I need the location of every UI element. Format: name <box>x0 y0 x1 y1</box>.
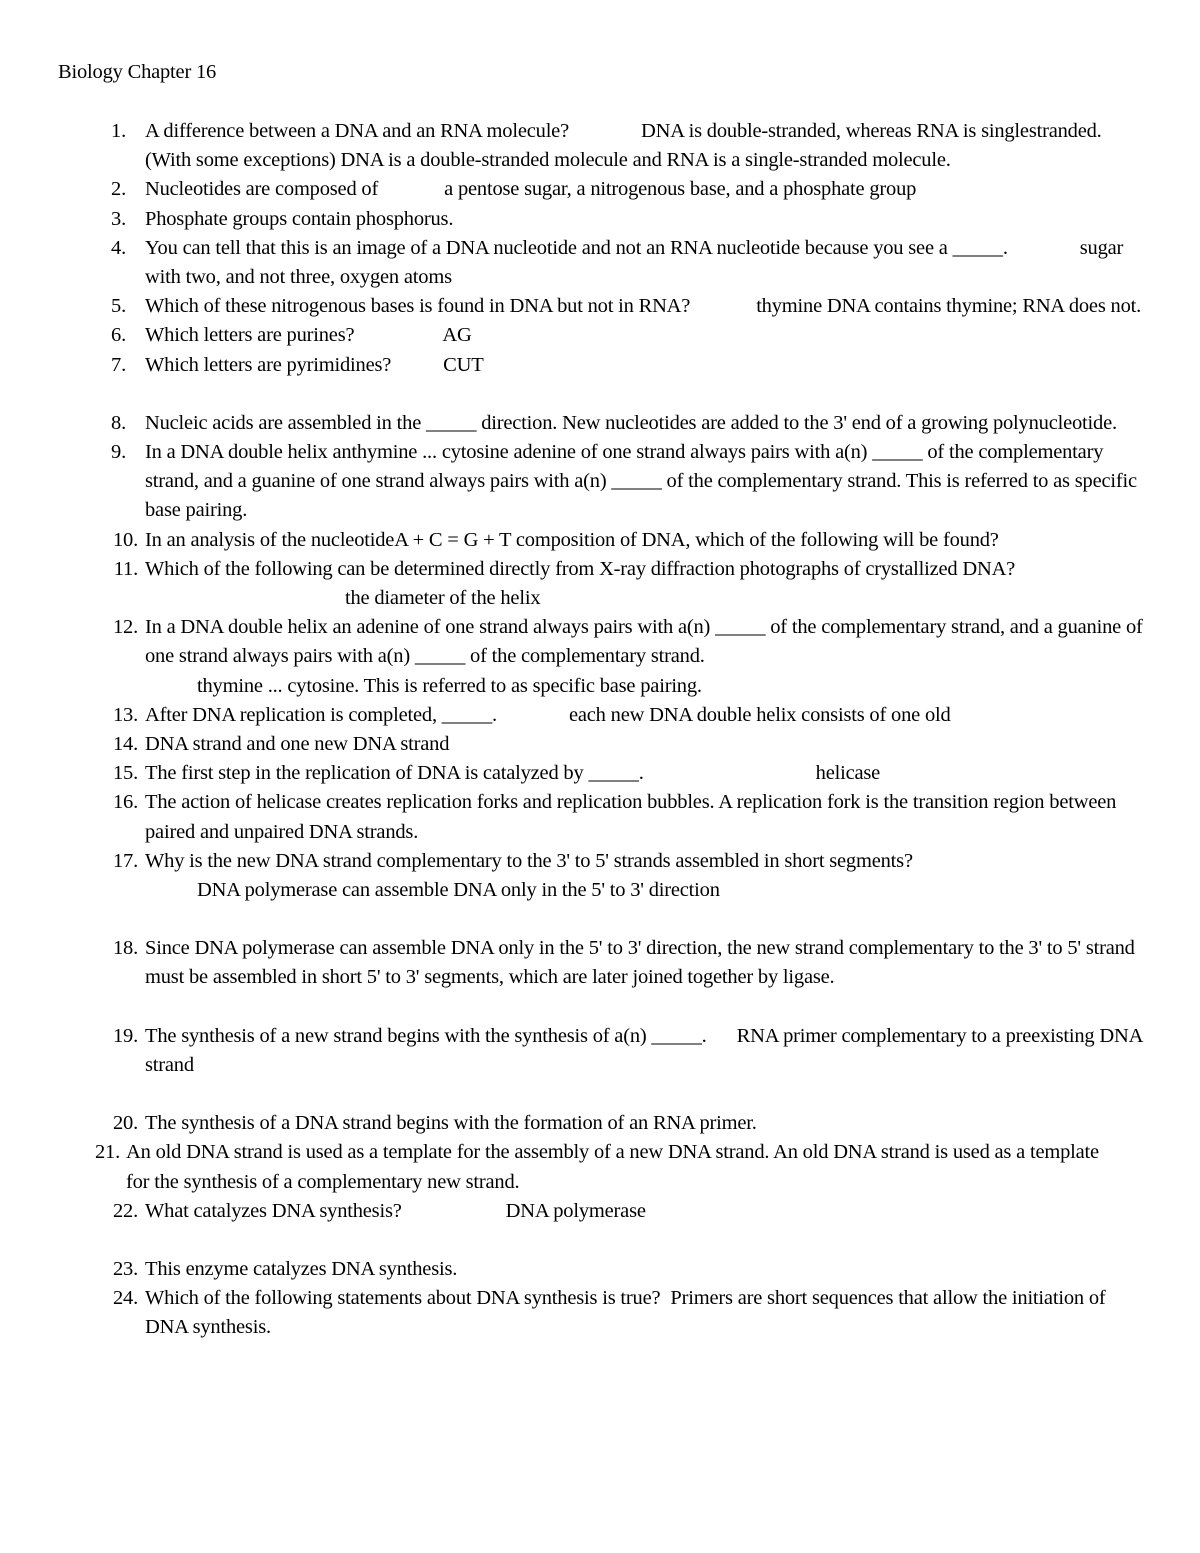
list-item <box>0 205 1200 234</box>
answer-text: DNA polymerase <box>505 1199 646 1222</box>
question-text: Since DNA polymerase can assemble DNA only in the 5' to 3' direction, the new strand complementary to the 3' to 5' strand must be assembled in short 5' to 3' segments, which are later joined together by ligase. <box>145 937 1135 989</box>
item-number: 11. <box>113 557 138 580</box>
list-item <box>0 234 1200 292</box>
question-list <box>0 117 1200 1343</box>
question-text: Which of the following statements about DNA synthesis is true? <box>145 1287 661 1310</box>
list-item <box>0 175 1200 204</box>
answer-text: sugar with two, and not three, oxygen atoms <box>145 236 1124 289</box>
list-item <box>0 526 1200 555</box>
item-number: 6. <box>111 324 126 347</box>
answer-text: helicase <box>815 762 881 785</box>
item-number: 9. <box>111 441 126 464</box>
item-number: 12. <box>112 616 138 639</box>
question-text: Why is the new DNA strand complementary to the 3' to 5' strands assembled in short segments? <box>145 849 913 872</box>
item-number: 7. <box>111 353 126 376</box>
item-number: 2. <box>111 178 126 201</box>
question-text: You can tell that this is an image of a DNA nucleotide and not an RNA nucleotide because you see a _____. <box>145 236 1008 259</box>
list-item <box>0 555 1200 613</box>
list-item <box>0 1284 1200 1342</box>
answer-text: the diameter of the helix <box>345 587 541 610</box>
item-number: 1. <box>111 120 126 142</box>
answer-text: RNA primer complementary to a preexisting DNA strand <box>145 1024 1143 1076</box>
list-item <box>0 438 1200 526</box>
answer-text: DNA is double-stranded, whereas RNA is singlestranded. (With some exceptions) DNA is a double-stranded molecule and RNA is a single-stranded molecule. <box>145 120 1102 172</box>
answer-text: DNA polymerase can assemble DNA only in the 5' to 3' direction <box>197 879 720 902</box>
document-title: Biology Chapter 16 <box>58 61 217 83</box>
item-number: 21. <box>94 1141 120 1164</box>
question-text: This enzyme catalyzes DNA synthesis. <box>145 1257 458 1280</box>
answer-text: each new DNA double helix consists of one old <box>568 703 951 726</box>
list-item <box>0 292 1200 321</box>
question-text: Nucleotides are composed of <box>145 178 379 201</box>
item-number: 16. <box>112 791 138 814</box>
list-item <box>0 1255 1200 1284</box>
question-text: The first step in the replication of DNA is catalyzed by _____. <box>145 762 644 785</box>
answer-text: a pentose sugar, a nitrogenous base, and a phosphate group <box>444 178 917 201</box>
item-number: 14. <box>112 733 138 756</box>
question-text: Which of the following can be determined directly from X-ray diffraction photographs of crystallized DNA? <box>145 557 1016 580</box>
list-item <box>0 409 1200 438</box>
question-text: Nucleic acids are assembled in the _____ direction. New nucleotides are added to the 3' end of a growing polynucleotide. <box>145 411 1117 434</box>
question-text: Phosphate groups contain phosphorus. <box>145 207 454 230</box>
item-number: 15. <box>112 762 138 785</box>
list-item <box>0 1022 1200 1080</box>
list-item <box>0 321 1200 350</box>
item-number: 22. <box>112 1199 138 1222</box>
list-item <box>0 701 1200 730</box>
question-text: The synthesis of a DNA strand begins with the formation of an RNA primer. <box>145 1112 757 1135</box>
item-number: 20. <box>112 1112 138 1135</box>
list-item <box>0 1197 1200 1226</box>
answer-text: thymine DNA contains thymine; RNA does not. <box>756 295 1142 318</box>
list-item <box>0 730 1200 759</box>
question-text: The synthesis of a new strand begins with the synthesis of a(n) _____. <box>145 1024 707 1047</box>
item-number: 23. <box>112 1257 138 1280</box>
list-item <box>0 759 1200 788</box>
question-text: In a DNA double helix anthymine ... cytosine adenine of one strand always pairs with a(n) _____ of the complementary strand, and a guanine of one strand always pairs with a(n) _____ of the complementary strand. This is referred to as specific base pairing. <box>145 441 1137 522</box>
item-number: 18. <box>112 937 138 960</box>
list-item <box>0 934 1200 992</box>
item-number: 3. <box>111 207 126 230</box>
item-number: 19. <box>112 1024 138 1047</box>
question-text: The action of helicase creates replication forks and replication bubbles. A replication fork is the transition region between paired and unpaired DNA strands. <box>145 791 1117 843</box>
answer-text: AG <box>442 324 472 347</box>
question-text: A difference between a DNA and an RNA molecule? <box>145 120 569 142</box>
answer-text: CUT <box>443 353 484 376</box>
question-text: What catalyzes DNA synthesis? <box>145 1199 402 1222</box>
list-item <box>0 847 1200 905</box>
list-item <box>0 351 1200 380</box>
list-item <box>0 613 1200 701</box>
item-number: 17. <box>112 849 138 872</box>
item-number: 24. <box>112 1287 138 1310</box>
question-text: An old DNA strand is used as a template for the assembly of a new DNA strand. An old DNA strand is used as a template for the synthesis of a complementary new strand. <box>126 1141 1099 1193</box>
item-number: 8. <box>111 411 126 434</box>
question-text: In an analysis of the nucleotideA + C = G + T composition of DNA, which of the following will be found? <box>145 528 999 551</box>
answer-text: thymine ... cytosine. This is referred to as specific base pairing. <box>197 674 702 697</box>
item-number: 10. <box>112 528 138 551</box>
list-item <box>0 117 1200 175</box>
item-number: 4. <box>111 236 126 259</box>
item-number: 5. <box>111 295 126 318</box>
list-item <box>0 1138 1200 1196</box>
question-text: Which letters are pyrimidines? <box>145 353 392 376</box>
question-text: In a DNA double helix an adenine of one strand always pairs with a(n) _____ of the complementary strand, and a guanine of one strand always pairs with a(n) _____ of the complementary strand. <box>145 616 1143 668</box>
question-text: After DNA replication is completed, _____. <box>145 703 497 726</box>
list-item <box>0 788 1200 846</box>
question-text: Which of these nitrogenous bases is found in DNA but not in RNA? <box>145 295 691 318</box>
question-text: DNA strand and one new DNA strand <box>145 733 450 756</box>
item-number: 13. <box>112 703 138 726</box>
question-text: Which letters are purines? <box>145 324 355 347</box>
list-item <box>0 1109 1200 1138</box>
answer-text: Primers are short sequences that allow the initiation of DNA synthesis. <box>145 1287 1106 1339</box>
